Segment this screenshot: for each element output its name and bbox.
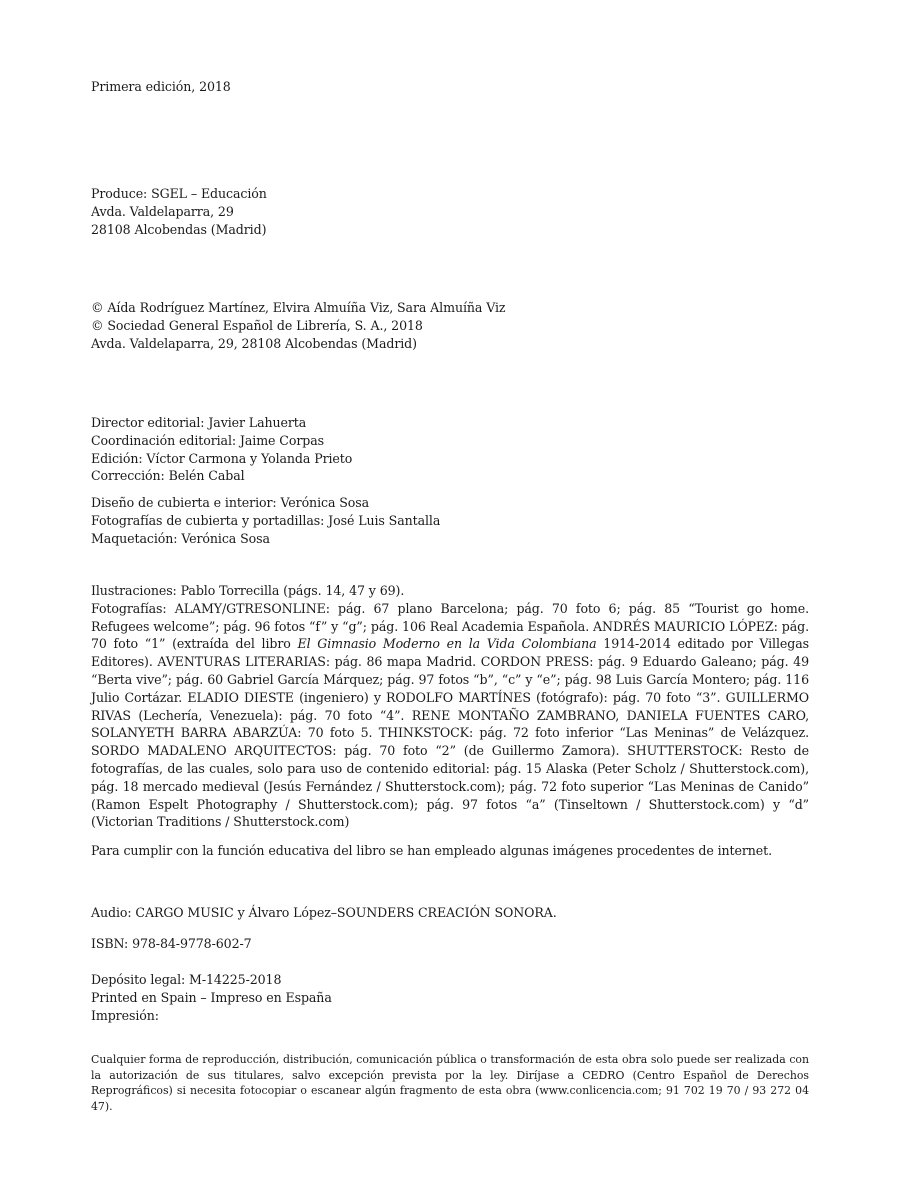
internet-note-block <box>91 842 809 860</box>
coordination-credit: Coordinación editorial: Jaime Corpas <box>91 432 324 448</box>
design-credits-block <box>91 494 809 547</box>
edition-credit: Edición: Víctor Carmona y Yolanda Prieto <box>91 450 353 466</box>
isbn-block <box>91 935 809 953</box>
cover-photos-credit: Fotografías de cubierta y portadillas: José Luis Santalla <box>91 512 441 528</box>
layout-credit: Maquetación: Verónica Sosa <box>91 530 270 546</box>
printed-in: Printed en Spain – Impreso en España <box>91 989 332 1005</box>
edition-block <box>91 78 809 96</box>
copyright-publisher: © Sociedad General Español de Librería, S. A., 2018 <box>91 317 423 333</box>
producer-block <box>91 185 809 238</box>
isbn-text: ISBN: 978-84-9778-602-7 <box>91 936 252 951</box>
audio-credit: Audio: CARGO MUSIC y Álvaro López–SOUNDERS CREACIÓN SONORA. <box>91 905 557 920</box>
cover-design-credit: Diseño de cubierta e interior: Verónica Sosa <box>91 495 370 510</box>
rights-notice: Cualquier forma de reproducción, distribución, comunicación pública o transformación de esta obra solo puede ser realizada con la autorización de sus titulares, salvo excepción prevista por la ley. Diríjase a CEDRO (Centro Español de Derechos Reprográficos) si necesita fotocopiar o escanear algún fragmento de esta obra (www.conlicencia.com; 91 702 19 70 / 93 272 04 47). <box>91 1053 809 1113</box>
producer-street: Avda. Valdelaparra, 29 <box>91 203 234 219</box>
legal-block <box>91 971 809 1024</box>
correction-credit: Corrección: Belén Cabal <box>91 468 245 484</box>
photo-credits-part1: Fotografías: ALAMY/GTRESONLINE: pág. 67 plano Barcelona; pág. 70 foto 6; pág. 85 “Tourist go home. Refugees welcome”; pág. 96 fotos “f” y “g”; pág. 106 Real Academia Española. ANDRÉS MAURICIO LÓPEZ: pág. 70 foto “1” (extraída del libro <box>91 600 809 652</box>
copyright-block <box>91 299 809 352</box>
editorial-credits-block <box>91 414 809 485</box>
rights-notice-block <box>91 1052 809 1114</box>
producer-city: 28108 Alcobendas (Madrid) <box>91 221 267 237</box>
producer-name: Produce: SGEL – Educación <box>91 186 267 201</box>
internet-note: Para cumplir con la función educativa del libro se han empleado algunas imágenes procedentes de internet. <box>91 843 772 858</box>
illustrations-credit: Ilustraciones: Pablo Torrecilla (págs. 14, 47 y 69). <box>91 583 405 598</box>
audio-block <box>91 904 809 922</box>
copyright-authors: © Aída Rodríguez Martínez, Elvira Almuíña Viz, Sara Almuíña Viz <box>91 300 506 315</box>
edition-text: Primera edición, 2018 <box>91 79 231 94</box>
copyright-address: Avda. Valdelaparra, 29, 28108 Alcobendas (Madrid) <box>91 335 417 351</box>
printing-label: Impresión: <box>91 1007 159 1023</box>
photo-credits <box>91 600 809 831</box>
legal-deposit: Depósito legal: M-14225-2018 <box>91 972 282 987</box>
photo-credits-book-title: El Gimnasio Moderno en la Vida Colombiana <box>297 636 597 652</box>
photo-credits-part2: 1914-2014 editado por Villegas Editores). AVENTURAS LITERARIAS: pág. 86 mapa Madrid. CORDON PRESS: pág. 9 Eduardo Galeano; pág. 49 “Berta vive”; pág. 60 Gabriel García Márquez; pág. 97 fotos “b”, “c” y “e”; pág. 98 Luis García Montero; pág. 116 Julio Cortázar. ELADIO DIESTE (ingeniero) y RODOLFO MARTÍNES (fotógrafo): pág. 70 foto “3”. GUILLERMO RIVAS (Lechería, Venezuela): pág. 70 foto “4”. RENE MONTAÑO ZAMBRANO, DANIELA FUENTES CARO, SOLANYETH BARRA ABARZÚA: 70 foto 5. THINKSTOCK: pág. 72 foto inferior “Las Meninas” de Velázquez. SORDO MADALENO ARQUITECTOS: pág. 70 foto “2” (de Guillermo Zamora). SHUTTERSTOCK: Resto de fotografías, de las cuales, solo para uso de contenido editorial: pág. 15 Alaska (Peter Scholz / Shutterstock.com), pág. 18 mercado medieval (Jesús Fernández / Shutterstock.com); pág. 72 foto superior “Las Meninas de Canido” (Ramon Espelt Photography / Shutterstock.com); pág. 97 fotos “a” (Tinseltown / Shutterstock.com) y “d” (Victorian Traditions / Shutterstock.com) <box>91 636 809 830</box>
image-credits-block <box>91 582 809 831</box>
director-credit: Director editorial: Javier Lahuerta <box>91 415 307 430</box>
